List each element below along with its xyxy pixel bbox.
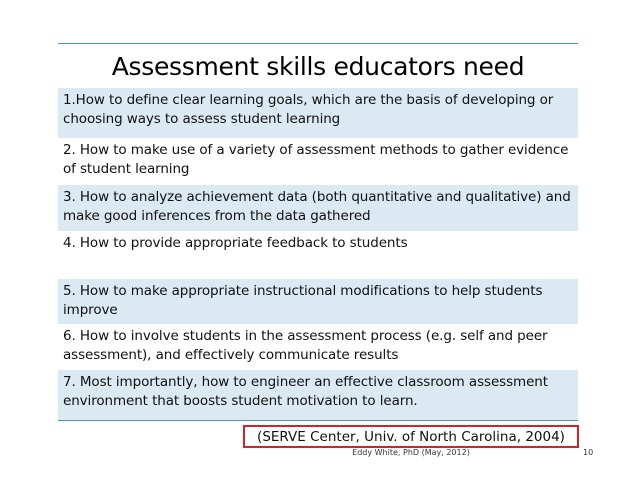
skills-table: [58, 88, 578, 420]
table-row: 4. How to provide appropriate feedback to students: [58, 231, 578, 279]
top-divider: [58, 43, 578, 44]
bottom-divider: [58, 420, 578, 421]
table-row: 3. How to analyze achievement data (both quantitative and qualitative) and make good inferences from the data gathered: [58, 185, 578, 231]
footer-author: Eddy White, PhD (May, 2012): [352, 448, 470, 457]
table-row: 7. Most importantly, how to engineer an effective classroom assessment environment that boosts student motivation to learn.: [58, 370, 578, 420]
table-row: 1.How to define clear learning goals, which are the basis of developing or choosing ways to assess student learning: [58, 88, 578, 138]
slide-title: Assessment skills educators need: [111, 52, 525, 81]
page-number: 10: [583, 448, 594, 457]
table-row: 6. How to involve students in the assessment process (e.g. self and peer assessment), and effectively communicate results: [58, 324, 578, 370]
citation-box: (SERVE Center, Univ. of North Carolina, 2004): [243, 425, 579, 448]
table-row: 5. How to make appropriate instructional modifications to help students improve: [58, 279, 578, 324]
table-row: 2. How to make use of a variety of assessment methods to gather evidence of student learning: [58, 138, 578, 185]
